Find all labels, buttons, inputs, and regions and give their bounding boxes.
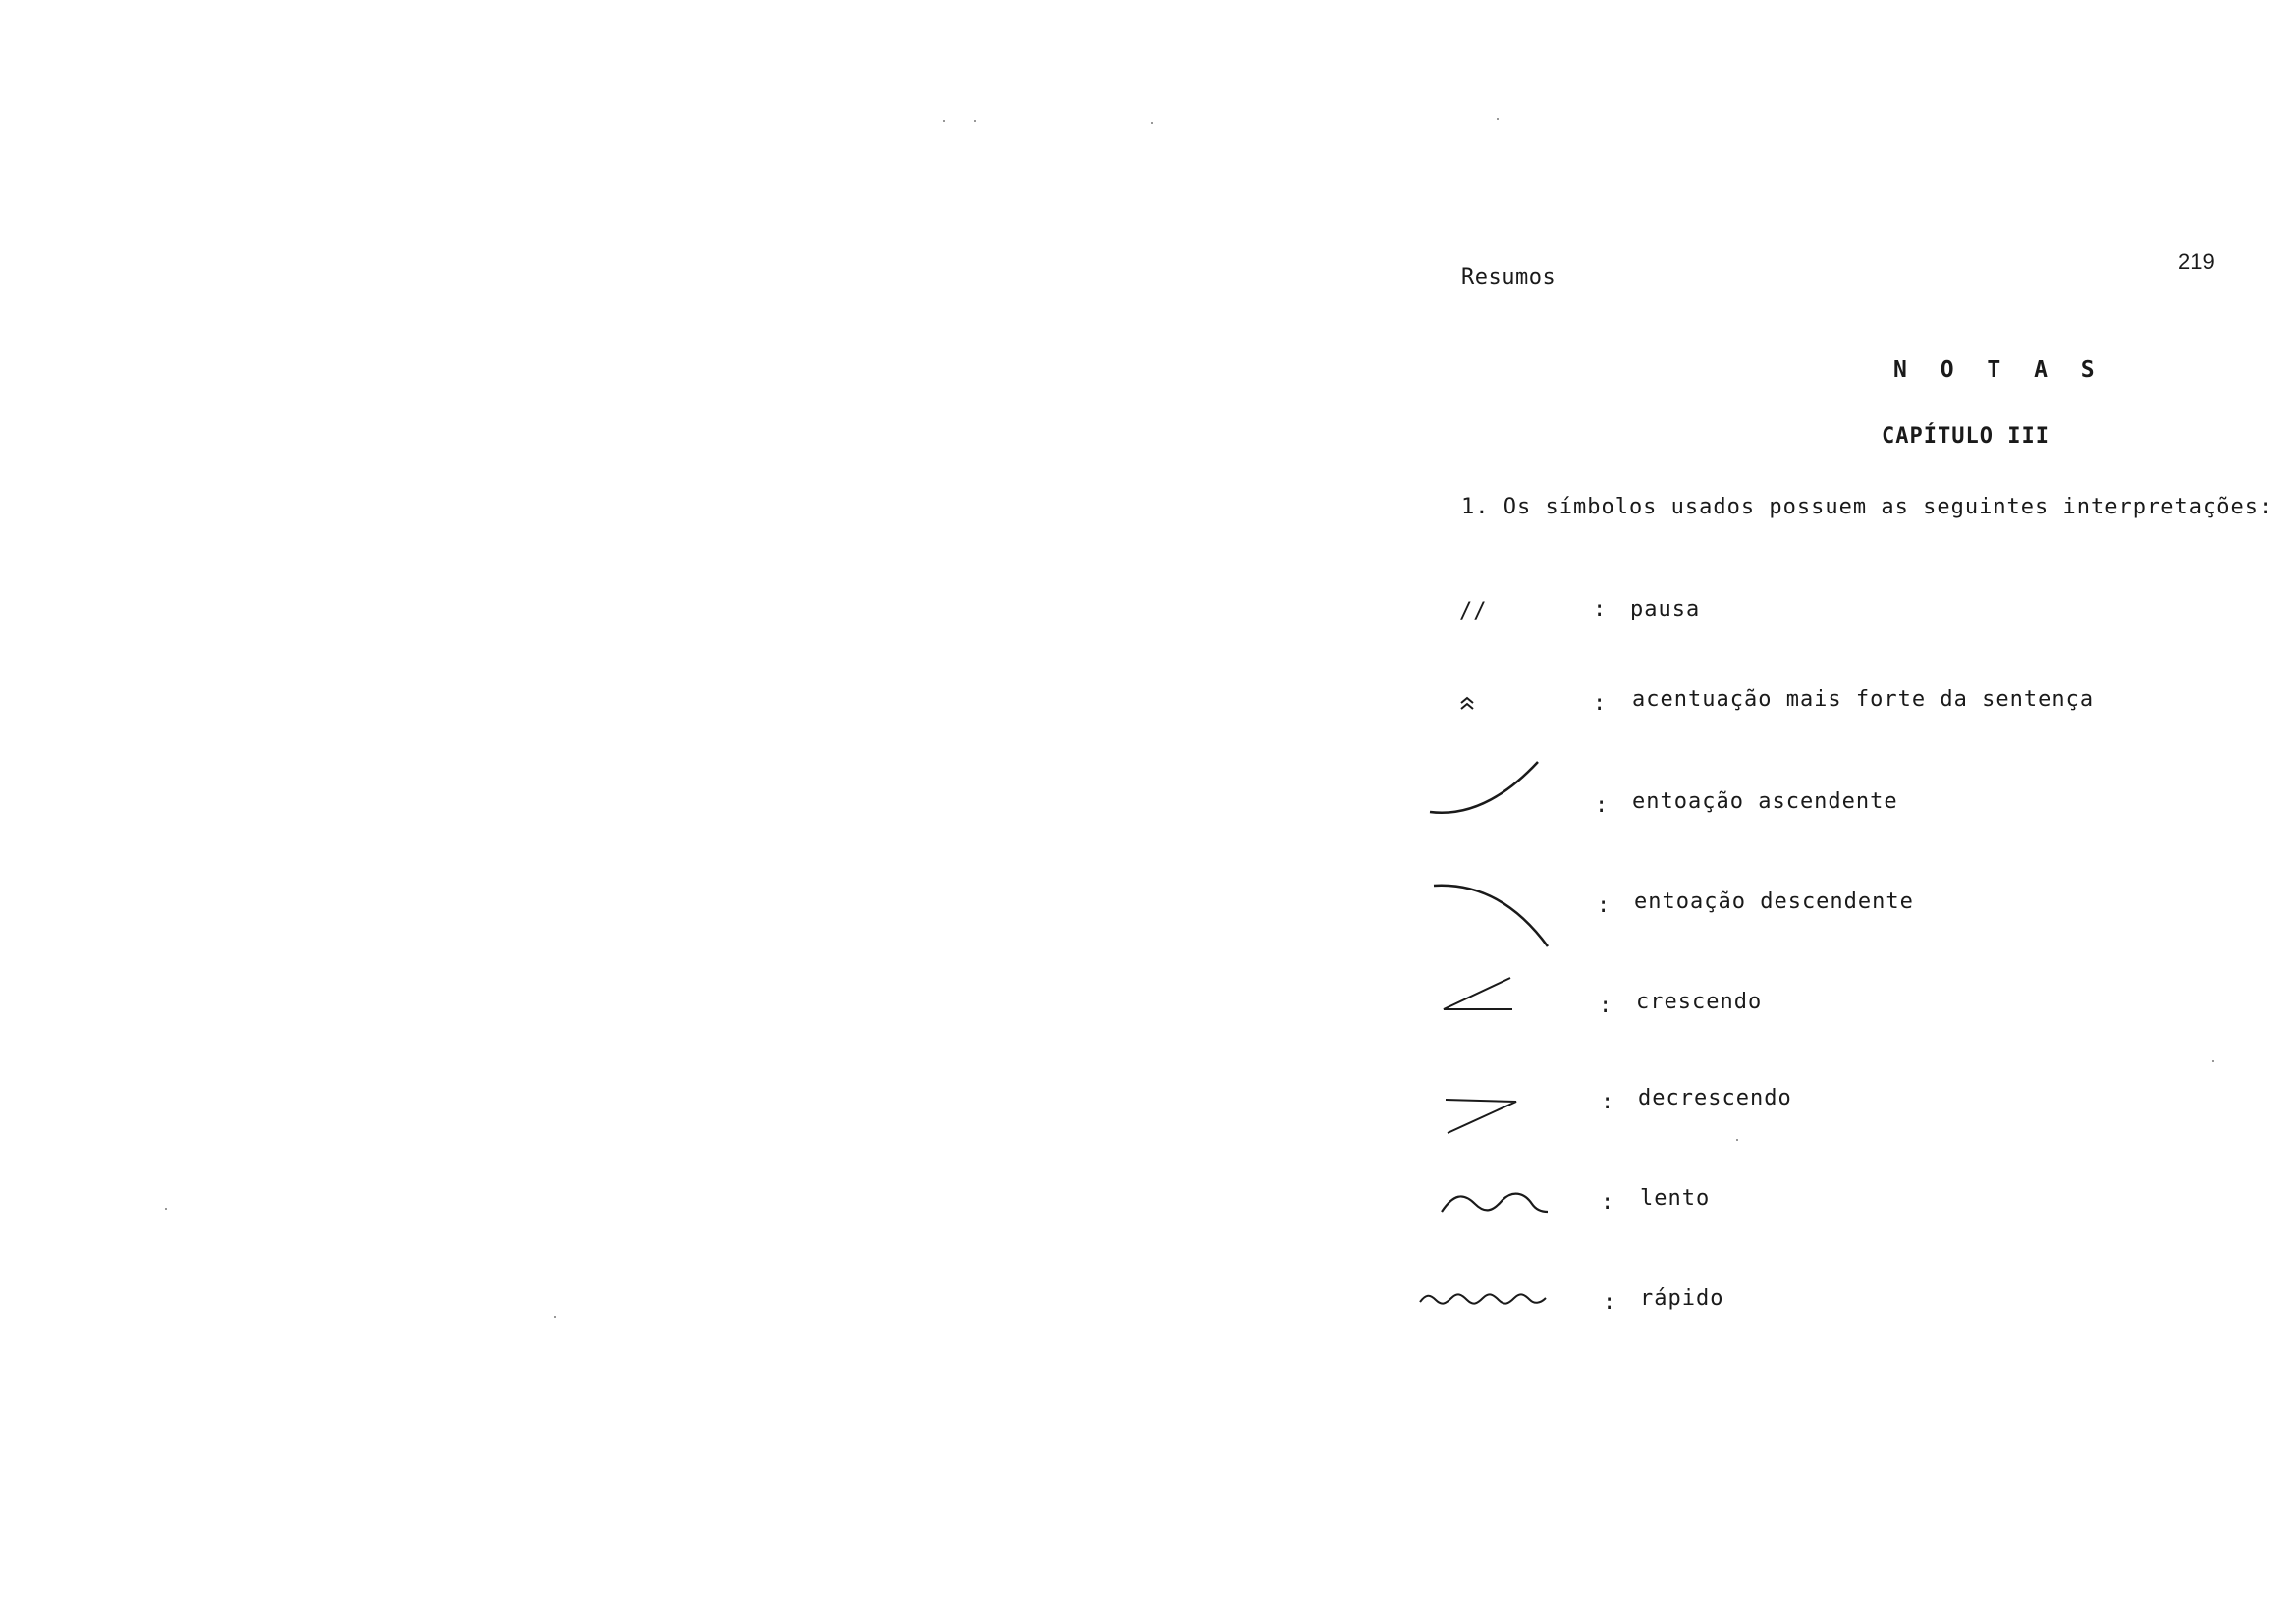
legend-meaning: entoação ascendente (1632, 789, 1898, 814)
running-head: Resumos (1461, 265, 1557, 290)
legend-colon: : (1599, 994, 1613, 1018)
legend-colon: : (1593, 597, 1607, 621)
intro-paragraph: 1. Os símbolos usados possuem as seguintes interpretações: (1461, 495, 2273, 519)
legend-colon: : (1603, 1290, 1616, 1315)
legend-meaning: acentuação mais forte da sentença (1632, 687, 2095, 712)
scan-speck (1151, 122, 1153, 124)
legend-meaning: decrescendo (1638, 1086, 1792, 1110)
legend-meaning: pausa (1630, 597, 1701, 621)
legend-colon: : (1595, 793, 1609, 818)
section-title: N O T A S (1893, 357, 2105, 383)
legend-meaning: crescendo (1636, 990, 1763, 1014)
scan-speck (554, 1316, 556, 1318)
crescendo-icon (1438, 974, 1516, 1015)
slow-wave-icon (1440, 1186, 1550, 1215)
legend-meaning: entoação descendente (1634, 890, 1914, 914)
falling-curve-icon (1430, 880, 1552, 950)
rising-curve-icon (1426, 758, 1544, 817)
scan-speck (1497, 118, 1499, 120)
scan-speck (1736, 1139, 1738, 1141)
scan-speck (943, 120, 945, 122)
scan-speck (974, 120, 976, 122)
legend-colon: : (1597, 893, 1611, 918)
legend-meaning: rápido (1640, 1286, 1724, 1311)
chapter-heading: CAPÍTULO III (1882, 424, 2050, 449)
legend-meaning: lento (1640, 1186, 1711, 1211)
page-number: 219 (2178, 249, 2214, 274)
legend-colon: : (1593, 691, 1607, 716)
fast-wave-icon (1418, 1288, 1548, 1310)
decrescendo-icon (1440, 1094, 1522, 1139)
strong-accent-icon (1459, 695, 1475, 713)
scan-speck (2212, 1060, 2214, 1062)
legend-colon: : (1601, 1190, 1614, 1214)
double-slash-icon: // (1459, 599, 1488, 623)
legend-colon: : (1601, 1090, 1614, 1114)
scan-speck (165, 1208, 167, 1210)
